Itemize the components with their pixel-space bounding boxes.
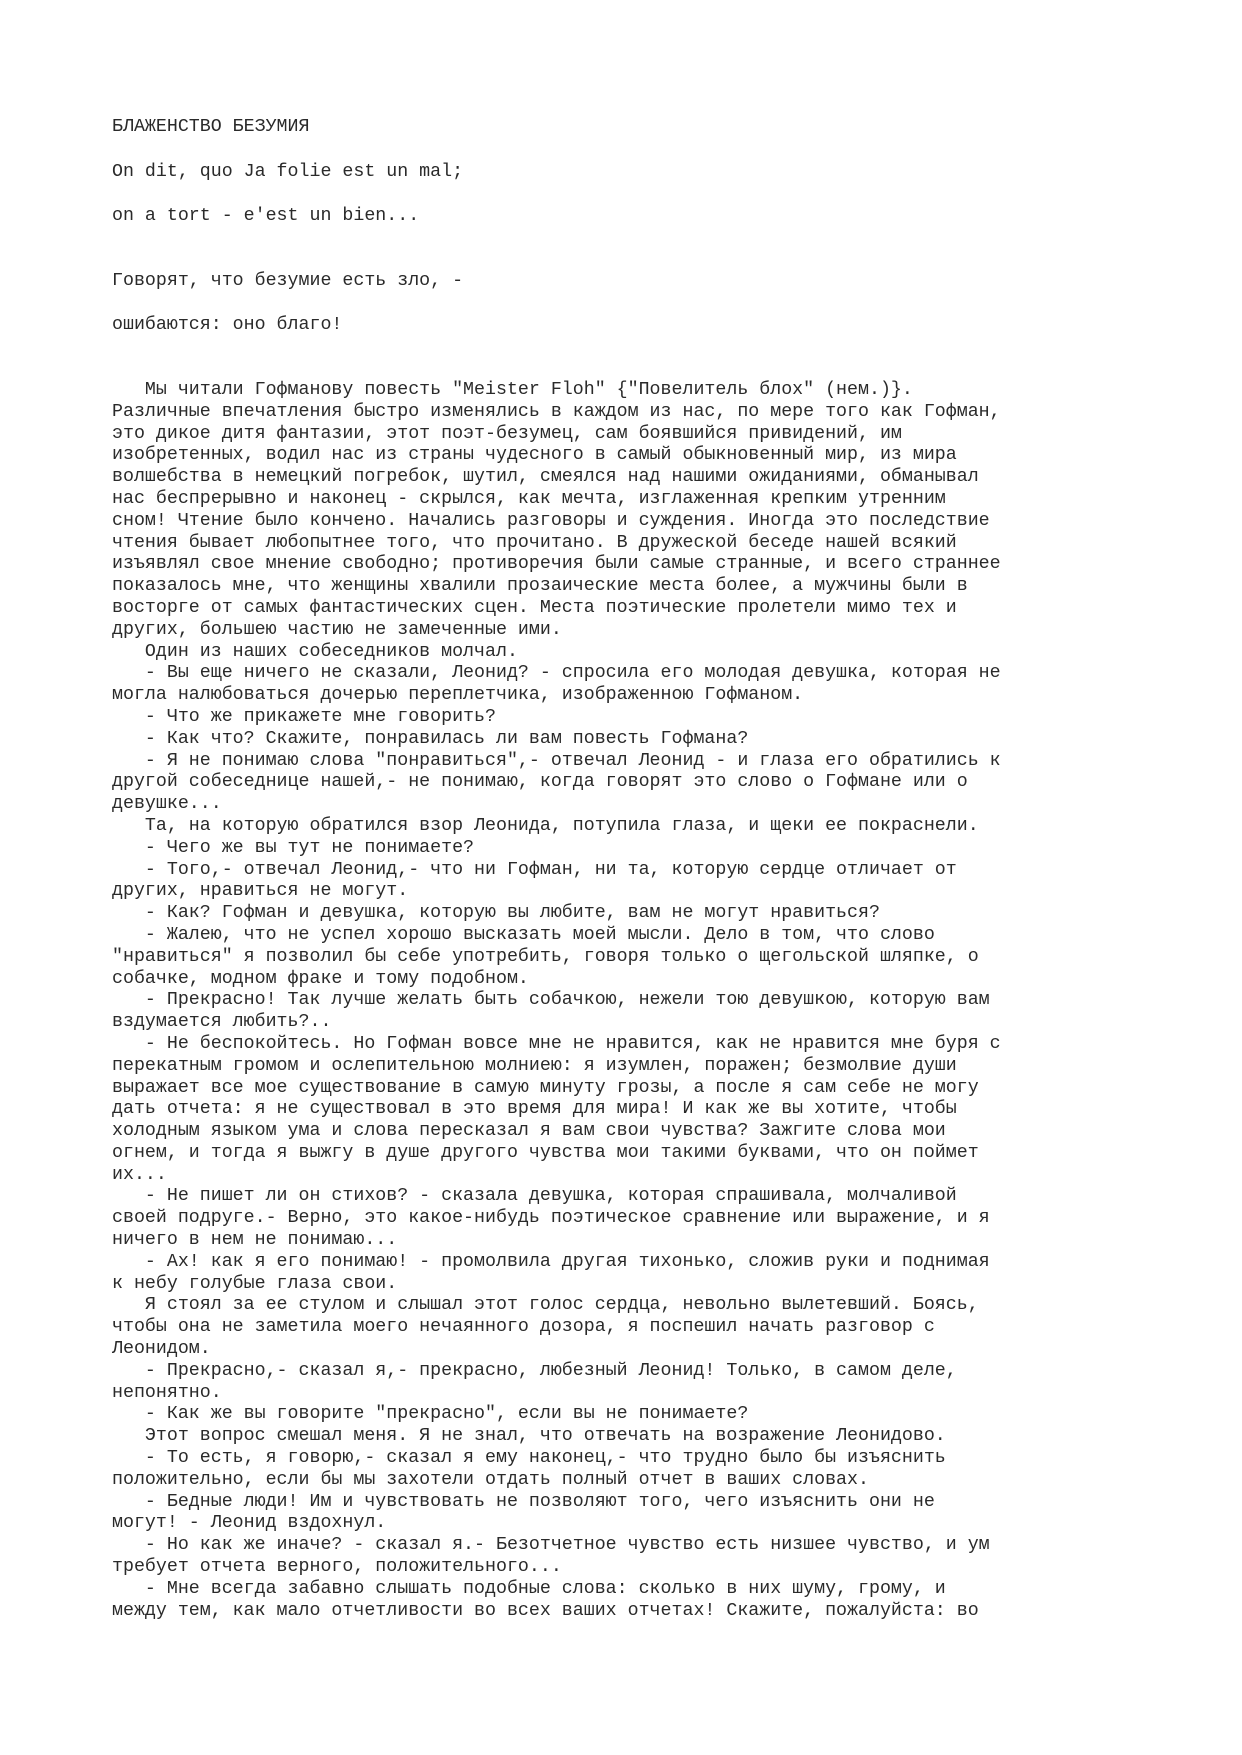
body-line: чтобы она не заметила моего нечаянного дозора, я поспешил начать разговор с	[112, 1317, 935, 1338]
body-line: других, нравиться не могут.	[112, 881, 409, 902]
body-line: Мы читали Гофманову повесть "Meister Floh" {"Повелитель блох" (нем.)}.	[112, 380, 913, 400]
body-line: других, большею частию не замеченные ими.	[112, 619, 562, 640]
document-title: БЛАЖЕНСТВО БЕЗУМИЯ	[112, 117, 310, 137]
body-line: выражает все мое существование в самую минуту грозы, а после я сам себе не могу	[112, 1077, 979, 1098]
body-line: волшебства в немецкий погребок, шутил, смеялся над нашими ожиданиями, обманывал	[112, 467, 979, 488]
body-line: сном! Чтение было кончено. Начались разговоры и суждения. Иногда это последствие	[112, 510, 990, 531]
body-line: Та, на которую обратился взор Леонида, потупила глаза, и щеки ее покраснели.	[112, 815, 979, 836]
body-line: - Как что? Скажите, понравилась ли вам повесть Гофмана?	[112, 728, 749, 749]
body-line: - Мне всегда забавно слышать подобные слова: сколько в них шуму, грому, и	[112, 1578, 946, 1599]
body-line: требует отчета верного, положительного...	[112, 1557, 562, 1578]
body-line: своей подруге.- Верно, это какое-нибудь поэтическое сравнение или выражение, и я	[112, 1208, 990, 1229]
body-line: - Не беспокойтесь. Но Гофман вовсе мне не нравится, как не нравится мне буря с	[112, 1033, 1001, 1054]
body-line: нас беспрерывно и наконец - скрылся, как мечта, изглаженная крепким утренним	[112, 488, 946, 509]
body-line: - Прекрасно! Так лучше желать быть собачкою, нежели тою девушкою, которую вам	[112, 990, 990, 1011]
body-line: - Как? Гофман и девушка, которую вы любите, вам не могут нравиться?	[112, 903, 880, 924]
body-line: чтения бывает любопытнее того, что прочитано. В дружеской беседе нашей всякий	[112, 532, 957, 553]
body-line: - Чего же вы тут не понимаете?	[112, 837, 475, 858]
body-line: вздумается любить?..	[112, 1012, 332, 1033]
body-line: перекатным громом и ослепительною молниею: я изумлен, поражен; безмолвие души	[112, 1055, 957, 1076]
body-line: огнем, и тогда я выжгу в душе другого чувства мои такими буквами, что он поймет	[112, 1142, 979, 1163]
body-line: дать отчета: я не существовал в это время для мира! И как же вы хотите, чтобы	[112, 1099, 957, 1120]
body-line: Этот вопрос смешал меня. Я не знал, что отвечать на возражение Леонидово.	[112, 1426, 946, 1447]
body-line: изобретенных, водил нас из страны чудесного в самый обыкновенный мир, из мира	[112, 445, 957, 466]
epigraph-french-line-2: on a tort - e'est un bien...	[112, 206, 420, 226]
epigraph-russian-line-1: Говорят, что безумие есть зло, -	[112, 271, 464, 291]
body-line: - Того,- отвечал Леонид,- что ни Гофман, ни та, которую сердце отличает от	[112, 859, 957, 880]
body-line: восторге от самых фантастических сцен. Места поэтические пролетели мимо тех и	[112, 597, 957, 618]
epigraph-russian-line-2: ошибаются: оно благо!	[112, 315, 343, 335]
body-line: их...	[112, 1164, 167, 1185]
body-line: это дикое дитя фантазии, этот поэт-безумец, сам боявшийся привидений, им	[112, 423, 902, 444]
body-line: - Бедные люди! Им и чувствовать не позволяют того, чего изъяснить они не	[112, 1491, 935, 1512]
epigraph-french-line-1: On dit, quo Ja folie est un mal;	[112, 162, 464, 182]
body-line: Различные впечатления быстро изменялись в каждом из нас, по мере того как Гофман,	[112, 401, 1001, 422]
body-line: могут! - Леонид вздохнул.	[112, 1513, 387, 1534]
body-line: Я стоял за ее стулом и слышал этот голос сердца, невольно вылетевший. Боясь,	[112, 1295, 979, 1316]
body-line: - Вы еще ничего не сказали, Леонид? - спросила его молодая девушка, которая не	[112, 663, 1001, 684]
body-line: девушке...	[112, 794, 222, 815]
body-line: собачке, модном фраке и тому подобном.	[112, 968, 529, 989]
body-line: непонятно.	[112, 1382, 222, 1403]
body-line: к небу голубые глаза свои.	[112, 1273, 398, 1294]
body-line: Леонидом.	[112, 1339, 211, 1360]
body-line: "нравиться" я позволил бы себе употребить, говоря только о щегольской шляпке, о	[112, 946, 979, 967]
body-line: показалось мне, что женщины хвалили прозаические места более, а мужчины были в	[112, 576, 968, 597]
body-line: - Что же прикажете мне говорить?	[112, 706, 496, 727]
body-line: - То есть, я говорю,- сказал я ему наконец,- что трудно было бы изъяснить	[112, 1448, 946, 1469]
body-line: - Ах! как я его понимаю! - промолвила другая тихонько, сложив руки и поднимая	[112, 1251, 990, 1272]
body-line: - Жалею, что не успел хорошо высказать моей мысли. Дело в том, что слово	[112, 924, 935, 945]
body-line: - Как же вы говорите "прекрасно", если вы не понимаете?	[112, 1404, 749, 1425]
body-line: другой собеседнице нашей,- не понимаю, когда говорят это слово о Гофмане или о	[112, 772, 968, 793]
body-line: - Прекрасно,- сказал я,- прекрасно, любезный Леонид! Только, в самом деле,	[112, 1360, 957, 1381]
body-line: положительно, если бы мы захотели отдать полный отчет в ваших словах.	[112, 1469, 869, 1490]
body-line: - Но как же иначе? - сказал я.- Безотчетное чувство есть низшее чувство, и ум	[112, 1535, 990, 1556]
body-line: изъявлял свое мнение свободно; противоречия были самые странные, и всего страннее	[112, 554, 1001, 575]
body-line: Один из наших собеседников молчал.	[112, 641, 518, 662]
body-text	[112, 380, 1001, 1622]
body-line: - Не пишет ли он стихов? - сказала девушка, которая спрашивала, молчаливой	[112, 1186, 957, 1207]
body-line: ничего в нем не понимаю...	[112, 1230, 398, 1251]
body-line: между тем, как мало отчетливости во всех ваших отчетах! Скажите, пожалуйста: во	[112, 1600, 979, 1621]
body-line: могла налюбоваться дочерью переплетчика, изображенною Гофманом.	[112, 685, 804, 706]
body-line: холодным языком ума и слова пересказал я вам свои чувства? Зажгите слова мои	[112, 1121, 946, 1142]
body-line: - Я не понимаю слова "понравиться",- отвечал Леонид - и глаза его обратились к	[112, 750, 1001, 771]
